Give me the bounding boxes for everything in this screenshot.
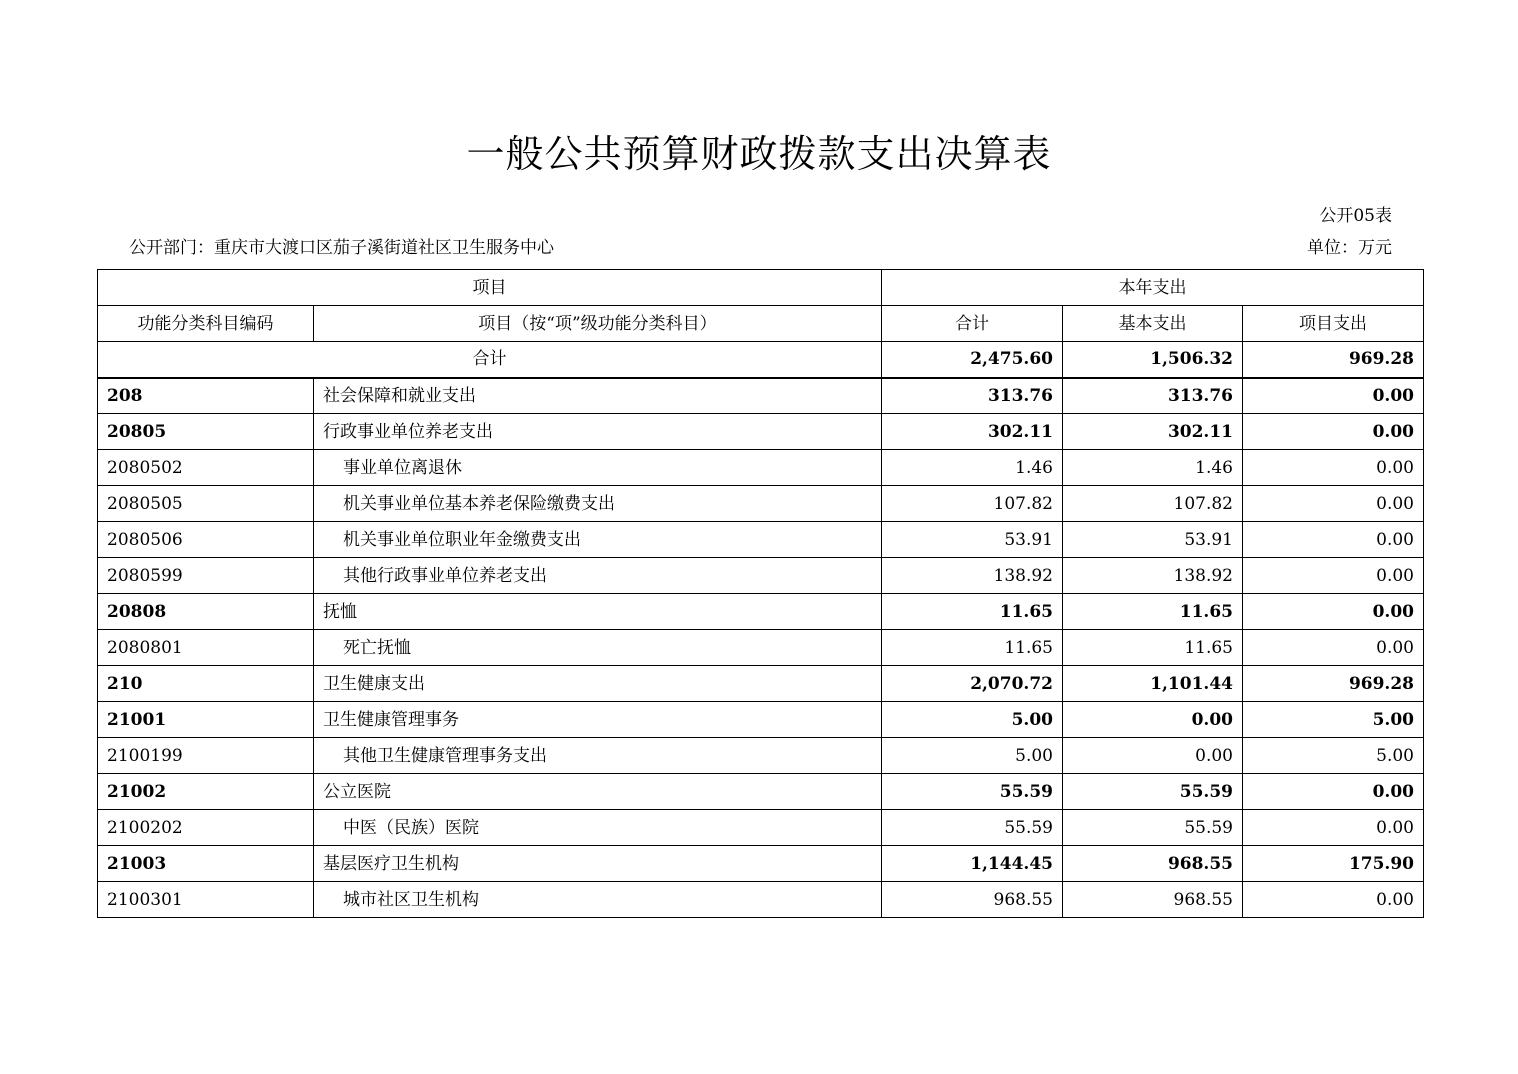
row-code: 2080599 (98, 558, 314, 594)
row-total: 1.46 (882, 450, 1063, 486)
row-project: 0.00 (1243, 378, 1424, 414)
table-row (98, 666, 1424, 702)
row-basic: 313.76 (1063, 378, 1243, 414)
row-name: 卫生健康管理事务 (314, 702, 882, 738)
row-project: 969.28 (1243, 666, 1424, 702)
row-basic: 55.59 (1063, 774, 1243, 810)
row-basic: 0.00 (1063, 702, 1243, 738)
row-code: 21002 (98, 774, 314, 810)
row-code: 20805 (98, 414, 314, 450)
row-basic: 11.65 (1063, 594, 1243, 630)
row-basic: 1.46 (1063, 450, 1243, 486)
row-total: 55.59 (882, 810, 1063, 846)
row-name: 其他行政事业单位养老支出 (314, 558, 882, 594)
department-label: 公开部门：重庆市大渡口区茄子溪街道社区卫生服务中心 (129, 238, 554, 258)
row-basic: 302.11 (1063, 414, 1243, 450)
row-project: 0.00 (1243, 414, 1424, 450)
row-name: 基层医疗卫生机构 (314, 846, 882, 882)
row-total: 53.91 (882, 522, 1063, 558)
table-header-row-2 (98, 306, 1424, 342)
row-code: 20808 (98, 594, 314, 630)
table-row (98, 738, 1424, 774)
row-basic: 1,101.44 (1063, 666, 1243, 702)
header-project-expense: 项目支出 (1243, 306, 1424, 342)
row-project: 5.00 (1243, 702, 1424, 738)
table-row (98, 774, 1424, 810)
row-project: 0.00 (1243, 450, 1424, 486)
row-code: 2080506 (98, 522, 314, 558)
table-header-row-1 (98, 270, 1424, 306)
row-basic: 968.55 (1063, 846, 1243, 882)
table-row (98, 810, 1424, 846)
budget-table (97, 269, 1424, 918)
header-basic: 基本支出 (1063, 306, 1243, 342)
row-name: 其他卫生健康管理事务支出 (314, 738, 882, 774)
row-project: 5.00 (1243, 738, 1424, 774)
row-project: 0.00 (1243, 774, 1424, 810)
row-code: 2080502 (98, 450, 314, 486)
row-project: 0.00 (1243, 522, 1424, 558)
row-name: 城市社区卫生机构 (314, 882, 882, 918)
table-row (98, 594, 1424, 630)
table-row (98, 414, 1424, 450)
row-total: 11.65 (882, 630, 1063, 666)
table-row (98, 378, 1424, 414)
row-code: 21003 (98, 846, 314, 882)
total-label: 合计 (98, 342, 882, 378)
total-sum: 2,475.60 (882, 342, 1063, 378)
row-name: 中医（民族）医院 (314, 810, 882, 846)
unit-label: 单位：万元 (1307, 238, 1392, 258)
table-row (98, 486, 1424, 522)
row-project: 0.00 (1243, 486, 1424, 522)
total-project: 969.28 (1243, 342, 1424, 378)
header-project: 项目 (98, 270, 882, 306)
row-project: 175.90 (1243, 846, 1424, 882)
row-basic: 11.65 (1063, 630, 1243, 666)
total-basic: 1,506.32 (1063, 342, 1243, 378)
page-title: 一般公共预算财政拨款支出决算表 (466, 132, 1052, 176)
row-code: 2100202 (98, 810, 314, 846)
row-code: 208 (98, 378, 314, 414)
row-total: 968.55 (882, 882, 1063, 918)
row-project: 0.00 (1243, 810, 1424, 846)
header-total: 合计 (882, 306, 1063, 342)
table-row (98, 846, 1424, 882)
row-basic: 968.55 (1063, 882, 1243, 918)
row-total: 11.65 (882, 594, 1063, 630)
row-name: 机关事业单位基本养老保险缴费支出 (314, 486, 882, 522)
table-row (98, 882, 1424, 918)
row-name: 行政事业单位养老支出 (314, 414, 882, 450)
row-name: 抚恤 (314, 594, 882, 630)
row-name: 事业单位离退休 (314, 450, 882, 486)
table-row (98, 558, 1424, 594)
row-basic: 0.00 (1063, 738, 1243, 774)
table-row (98, 630, 1424, 666)
row-code: 2100199 (98, 738, 314, 774)
row-basic: 53.91 (1063, 522, 1243, 558)
row-project: 0.00 (1243, 558, 1424, 594)
row-code: 2080505 (98, 486, 314, 522)
row-code: 21001 (98, 702, 314, 738)
row-total: 2,070.72 (882, 666, 1063, 702)
row-name: 死亡抚恤 (314, 630, 882, 666)
row-code: 2080801 (98, 630, 314, 666)
row-basic: 107.82 (1063, 486, 1243, 522)
row-project: 0.00 (1243, 630, 1424, 666)
row-project: 0.00 (1243, 882, 1424, 918)
row-total: 107.82 (882, 486, 1063, 522)
row-total: 302.11 (882, 414, 1063, 450)
row-code: 2100301 (98, 882, 314, 918)
row-total: 1,144.45 (882, 846, 1063, 882)
row-total: 5.00 (882, 702, 1063, 738)
header-current-year: 本年支出 (882, 270, 1424, 306)
row-basic: 138.92 (1063, 558, 1243, 594)
table-row (98, 522, 1424, 558)
row-project: 0.00 (1243, 594, 1424, 630)
row-code: 210 (98, 666, 314, 702)
row-name: 机关事业单位职业年金缴费支出 (314, 522, 882, 558)
header-name: 项目（按“项”级功能分类科目） (314, 306, 882, 342)
row-total: 313.76 (882, 378, 1063, 414)
header-code: 功能分类科目编码 (98, 306, 314, 342)
row-total: 5.00 (882, 738, 1063, 774)
row-name: 公立医院 (314, 774, 882, 810)
row-total: 138.92 (882, 558, 1063, 594)
table-row (98, 450, 1424, 486)
row-basic: 55.59 (1063, 810, 1243, 846)
row-name: 社会保障和就业支出 (314, 378, 882, 414)
row-total: 55.59 (882, 774, 1063, 810)
row-name: 卫生健康支出 (314, 666, 882, 702)
table-row (98, 702, 1424, 738)
form-number: 公开05表 (1319, 206, 1392, 226)
total-row (98, 342, 1424, 378)
